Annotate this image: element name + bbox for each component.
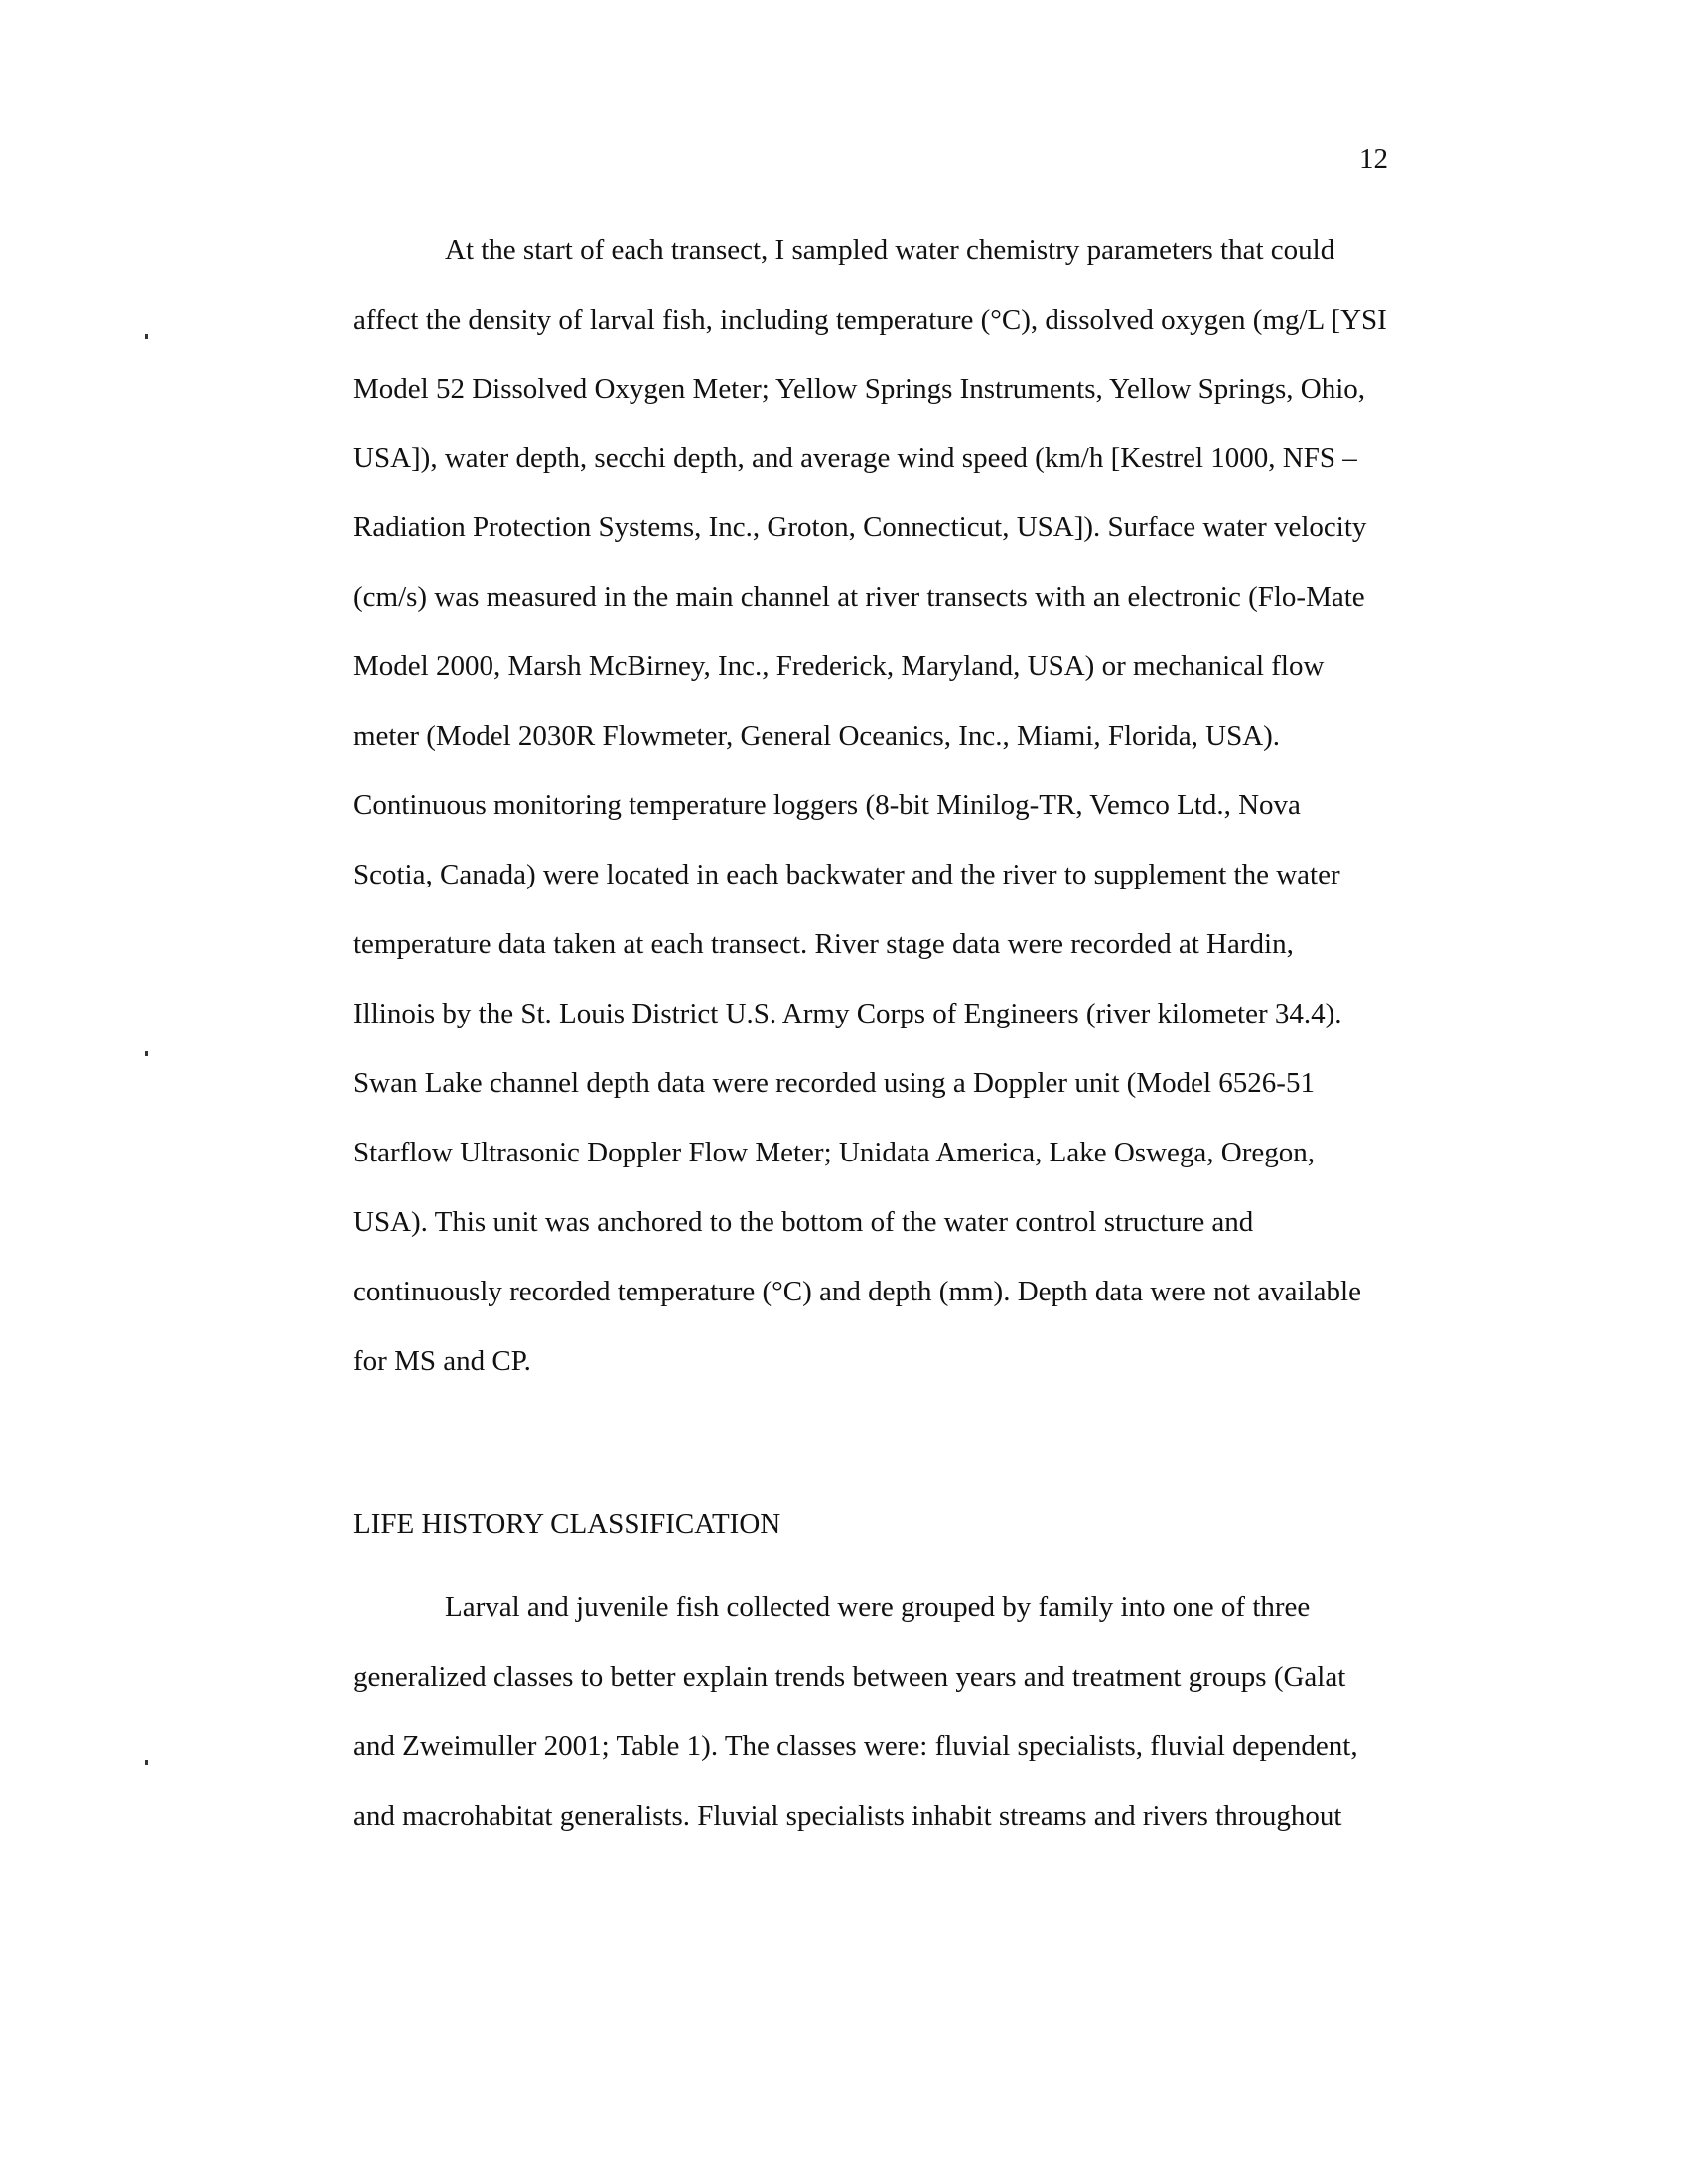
paragraph-line: affect the density of larval fish, including temperature (°C), dissolved oxygen (mg/L [YSI bbox=[353, 304, 1387, 336]
paragraph-line: Radiation Protection Systems, Inc., Groton, Connecticut, USA]). Surface water velocity bbox=[353, 511, 1367, 543]
section-heading: LIFE HISTORY CLASSIFICATION bbox=[353, 1508, 781, 1540]
paragraph-line: meter (Model 2030R Flowmeter, General Oceanics, Inc., Miami, Florida, USA). bbox=[353, 720, 1281, 751]
paragraph-line: Model 2000, Marsh McBirney, Inc., Frederick, Maryland, USA) or mechanical flow bbox=[353, 650, 1325, 682]
paragraph-line: USA). This unit was anchored to the bottom of the water control structure and bbox=[353, 1206, 1254, 1238]
paragraph-line: Continuous monitoring temperature loggers (8-bit Minilog-TR, Vemco Ltd., Nova bbox=[353, 789, 1301, 821]
paragraph-line: At the start of each transect, I sampled water chemistry parameters that could bbox=[445, 234, 1335, 266]
scan-mark bbox=[145, 1051, 148, 1056]
paragraph-line: temperature data taken at each transect. River stage data were recorded at Hardin, bbox=[353, 928, 1294, 960]
paragraph-line: and macrohabitat generalists. Fluvial specialists inhabit streams and rivers throughout bbox=[353, 1800, 1342, 1832]
paragraph-line: Model 52 Dissolved Oxygen Meter; Yellow Springs Instruments, Yellow Springs, Ohio, bbox=[353, 373, 1366, 405]
paragraph-line: (cm/s) was measured in the main channel at river transects with an electronic (Flo-Mate bbox=[353, 581, 1365, 613]
scan-mark bbox=[145, 334, 148, 339]
paragraph-line: Starflow Ultrasonic Doppler Flow Meter; Unidata America, Lake Oswega, Oregon, bbox=[353, 1137, 1316, 1168]
paragraph-line: Illinois by the St. Louis District U.S. Army Corps of Engineers (river kilometer 34.4). bbox=[353, 998, 1342, 1029]
paragraph-line: Swan Lake channel depth data were recorded using a Doppler unit (Model 6526-51 bbox=[353, 1067, 1315, 1099]
paragraph-line: Larval and juvenile fish collected were grouped by family into one of three bbox=[445, 1591, 1311, 1623]
paragraph-line: for MS and CP. bbox=[353, 1345, 531, 1377]
paragraph-line: continuously recorded temperature (°C) and depth (mm). Depth data were not available bbox=[353, 1276, 1361, 1307]
paragraph-line: Scotia, Canada) were located in each backwater and the river to supplement the water bbox=[353, 859, 1340, 890]
paragraph-line: USA]), water depth, secchi depth, and average wind speed (km/h [Kestrel 1000, NFS – bbox=[353, 442, 1357, 474]
page-number: 12 bbox=[1359, 143, 1388, 175]
paragraph-line: and Zweimuller 2001; Table 1). The classes were: fluvial specialists, fluvial dependent, bbox=[353, 1730, 1358, 1762]
paragraph-line: generalized classes to better explain trends between years and treatment groups (Galat bbox=[353, 1661, 1346, 1693]
scan-mark bbox=[145, 1760, 148, 1765]
